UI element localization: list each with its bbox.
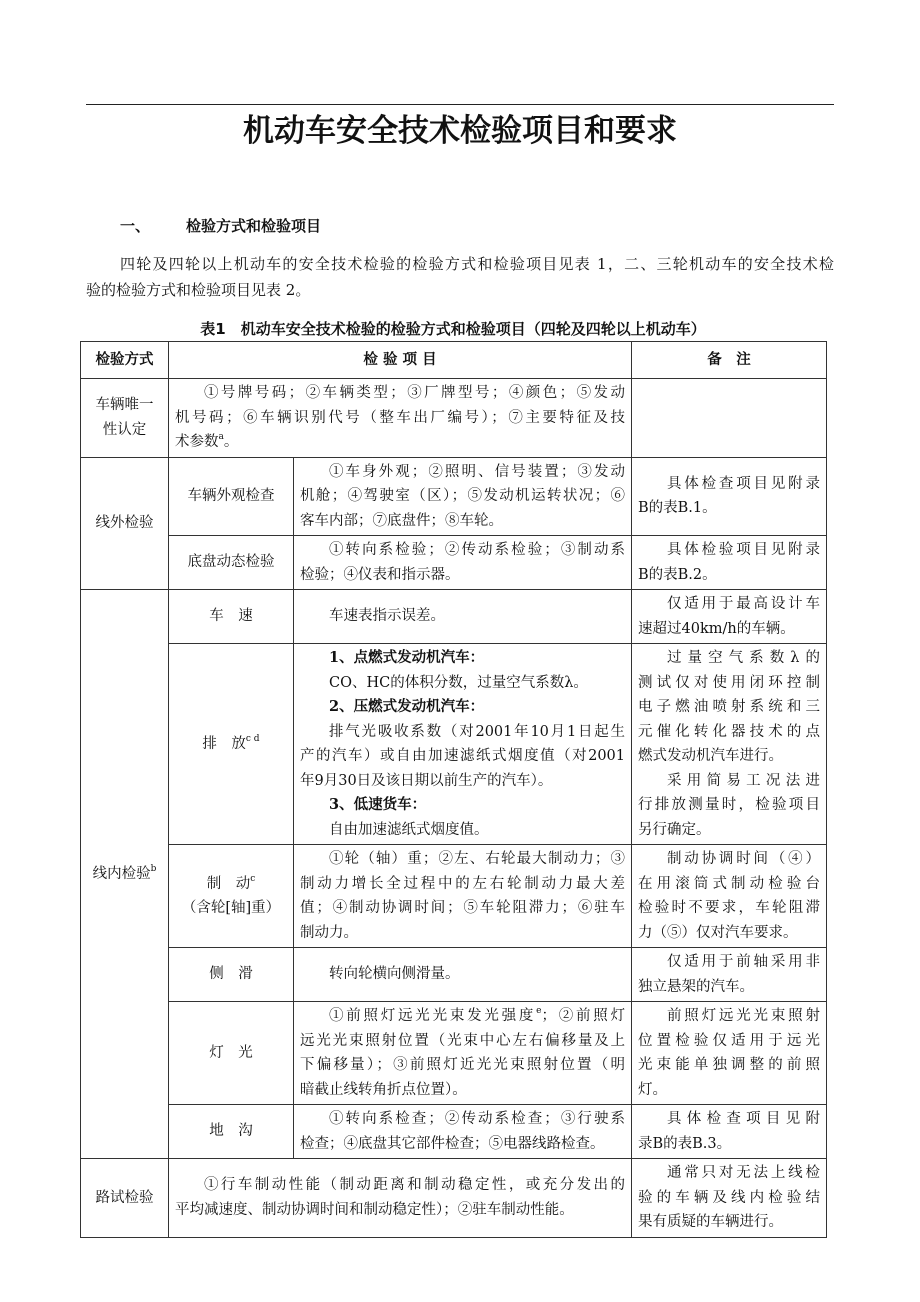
cell-line — [300, 818, 625, 843]
items-cell — [294, 644, 632, 845]
cell-line — [638, 793, 820, 818]
cell-line — [175, 1198, 625, 1223]
cell-line — [175, 604, 287, 629]
cell-line — [638, 563, 820, 588]
cell-line — [175, 1119, 287, 1144]
cell-line — [175, 406, 625, 431]
cell-line — [300, 1053, 625, 1078]
text: 机号码；⑥车辆识别代号（整车出厂编号）；⑦主要特征及技 — [175, 409, 625, 426]
text: ①前照灯远光光束发光强度 — [329, 1008, 537, 1024]
text: ①号牌号码；②车辆类型；③厂牌型号；④颜色；⑤发动 — [204, 385, 625, 401]
cell-line — [638, 538, 820, 563]
inspection-table — [80, 341, 827, 1238]
cell-line — [638, 496, 820, 521]
text: 元催化转化器技术的点 — [638, 723, 820, 740]
cell-line — [175, 550, 287, 575]
cell-line — [300, 847, 625, 872]
cell-line — [175, 962, 287, 987]
cell-line — [300, 563, 625, 588]
text: CO、HC的体积分数，过量空气系数λ。 — [329, 674, 588, 691]
table-header-row — [81, 342, 827, 379]
footnote-marker: a — [218, 432, 224, 442]
cell-line — [638, 847, 820, 872]
text: 采用简易工况法进 — [667, 772, 820, 789]
text: ①转向系检查；②传动系检查；③行驶系 — [329, 1111, 625, 1127]
cell-line — [300, 896, 625, 921]
cell-line — [175, 1173, 625, 1198]
text: 线外检验 — [95, 515, 154, 531]
text: 制动协调时间（④） — [667, 851, 820, 867]
cell-line — [300, 1107, 625, 1132]
cell-line — [638, 818, 820, 843]
cell-line — [175, 872, 287, 897]
cell-line — [638, 1161, 820, 1186]
text: 排 放 — [202, 735, 246, 752]
cell-line — [175, 381, 625, 406]
items-cell — [169, 379, 632, 458]
cell-line — [87, 1186, 162, 1211]
text: 平均减速度、制动协调时间和制动稳定性）；②驻车制动性能。 — [175, 1201, 574, 1218]
table-row — [81, 536, 827, 590]
table-caption: 表1 机动车安全技术检验的检验方式和检验项目（四轮及四轮以上机动车） — [200, 320, 706, 338]
cell-line — [638, 1210, 820, 1235]
table-row — [81, 590, 827, 644]
text: 地 沟 — [209, 1123, 253, 1140]
text: 检查；④底盘其它部件检查；⑤电器线路检查。 — [300, 1135, 605, 1152]
cell-line — [175, 484, 287, 509]
text: ①车身外观；②照明、信号装置；③发动 — [329, 463, 625, 480]
text: 验的车辆及线内检验结 — [638, 1189, 820, 1206]
text: ①转向系检验；②传动系检验；③制动系 — [329, 542, 625, 558]
cell-line — [300, 509, 625, 534]
text: 2、压燃式发动机汽车： — [329, 698, 485, 715]
cell-line — [87, 862, 162, 887]
text: 车辆外观检查 — [187, 488, 275, 504]
items-cell — [294, 1105, 632, 1159]
text: 行排放测量时，检验项目 — [638, 797, 820, 813]
items-cell — [294, 845, 632, 948]
intro-line: 验的检验方式和检验项目见表 2。 — [86, 281, 311, 299]
text: 制动力增长全过程中的左右轮制动力最大差 — [300, 875, 625, 892]
table-row — [81, 1105, 827, 1159]
text: 年9月30日及该日期以前生产的汽车）。 — [300, 772, 553, 789]
cell-line — [638, 1132, 820, 1157]
cell-line — [638, 1186, 820, 1211]
cell-line — [638, 617, 820, 642]
text: （含轮[轴]重） — [181, 900, 281, 916]
text: 3、低速货车： — [329, 796, 427, 813]
cell-line — [638, 921, 820, 946]
text: 底盘动态检验 — [187, 554, 275, 571]
text: 产的汽车）或自由加速滤纸式烟度值（对2001 — [300, 748, 625, 764]
text: 路试检验 — [95, 1189, 154, 1206]
text: 检验时不要求，车轮阻滞 — [638, 900, 820, 916]
sub-item-cell — [169, 644, 294, 845]
items-cell — [169, 1159, 632, 1238]
text: 1、点燃式发动机汽车： — [329, 649, 485, 666]
text: 排气光吸收系数（对2001年10月1日起生 — [329, 723, 625, 740]
notes-cell — [632, 948, 827, 1002]
cell-line — [300, 1004, 625, 1029]
sub-item-cell — [169, 1105, 294, 1159]
text: 燃式发动机汽车进行。 — [638, 748, 783, 764]
text: 在用滚筒式制动检验台 — [638, 875, 820, 892]
cell-line — [638, 744, 820, 769]
notes-cell — [632, 1105, 827, 1159]
cell-line — [300, 1029, 625, 1054]
method-cell — [81, 457, 169, 590]
cell-line — [300, 538, 625, 563]
header-notes: 备 注 — [632, 342, 827, 379]
cell-line — [300, 604, 625, 629]
cell-line — [638, 896, 820, 921]
table-row — [81, 644, 827, 845]
cell-line — [175, 430, 625, 455]
cell-line — [300, 872, 625, 897]
items-cell — [294, 948, 632, 1002]
cell-line — [300, 769, 625, 794]
cell-line — [638, 1004, 820, 1029]
cell-line — [638, 950, 820, 975]
text: 暗截止线转角折点位置）。 — [300, 1081, 467, 1098]
cell-line — [300, 695, 625, 720]
cell-line — [300, 921, 625, 946]
text: 。 — [223, 434, 239, 450]
text: 下偏移量）；③前照灯近光光束照射位置（明 — [300, 1057, 625, 1073]
text: 另行确定。 — [638, 821, 711, 838]
text: 术参数 — [175, 434, 219, 450]
notes-cell — [632, 536, 827, 590]
text: ①行车制动性能（制动距离和制动稳定性，或充分发出的 — [204, 1177, 625, 1194]
text: 光束能单独调整的前照 — [638, 1057, 820, 1073]
text: 位置检验仅适用于远光 — [638, 1032, 820, 1049]
cell-line — [300, 962, 625, 987]
method-cell — [81, 1159, 169, 1238]
cell-line — [638, 975, 820, 1000]
cell-line — [638, 872, 820, 897]
table-row — [81, 845, 827, 948]
notes-cell — [632, 1002, 827, 1105]
cell-line — [638, 1078, 820, 1103]
cell-line — [300, 646, 625, 671]
text: 电子燃油喷射系统和三 — [638, 699, 820, 715]
text: 客车内部；⑦底盘件；⑧车轮。 — [300, 512, 503, 529]
cell-line — [300, 1132, 625, 1157]
text: 自由加速滤纸式烟度值。 — [329, 821, 489, 838]
text: 性认定 — [102, 421, 147, 438]
cell-line — [300, 671, 625, 696]
items-cell — [294, 1002, 632, 1105]
table-row — [81, 1159, 827, 1238]
method-cell — [81, 590, 169, 1159]
text: 值；④制动协调时间；⑤车轮阻滞力；⑥驻车 — [300, 900, 625, 916]
intro-paragraph — [86, 251, 834, 303]
notes-cell — [632, 379, 827, 458]
text: 速超过40km/h的车辆。 — [638, 620, 795, 637]
notes-cell — [632, 644, 827, 845]
text: 车辆唯一 — [95, 397, 154, 414]
table-row — [81, 1002, 827, 1105]
text: 车 速 — [209, 608, 253, 625]
section-number: 一、 — [120, 217, 151, 235]
footnote-marker: b — [150, 863, 157, 874]
text: 具体检查项目见附 — [667, 1111, 820, 1127]
text: B的表B.1。 — [638, 500, 717, 517]
text: 前照灯远光光束照射 — [667, 1008, 820, 1024]
cell-line — [638, 695, 820, 720]
text: 检验；④仪表和指示器。 — [300, 566, 460, 583]
text: 制 动 — [206, 875, 251, 892]
cell-line — [638, 671, 820, 696]
section-heading: 检验方式和检验项目 — [186, 217, 322, 235]
text: 车速表指示误差。 — [329, 608, 445, 625]
sub-item-cell — [169, 948, 294, 1002]
text: 转向轮横向侧滑量。 — [329, 966, 460, 983]
text: 制动力。 — [300, 924, 358, 941]
text: 灯 光 — [209, 1044, 253, 1061]
sub-item-cell — [169, 845, 294, 948]
cell-line — [638, 720, 820, 745]
text: 灯。 — [638, 1081, 667, 1098]
cell-line — [175, 896, 287, 921]
cell-line — [175, 1041, 287, 1066]
cell-line — [638, 1053, 820, 1078]
footnote-marker: e — [536, 1006, 542, 1016]
cell-line — [300, 744, 625, 769]
cell-line — [87, 511, 162, 536]
header-rule — [86, 104, 834, 105]
header-items: 检 验 项 目 — [169, 342, 632, 379]
text: 线内检验 — [92, 865, 151, 882]
cell-line — [300, 720, 625, 745]
text: 具体检查项目见附录 — [667, 475, 820, 492]
cell-line — [300, 1078, 625, 1103]
footnote-marker: c d — [245, 733, 260, 744]
footnote-marker: c — [250, 873, 256, 884]
text: B的表B.2。 — [638, 566, 717, 583]
table-row — [81, 379, 827, 458]
intro-line: 四轮及四轮以上机动车的安全技术检验的检验方式和检验项目见表 1，二、三轮机动车的安全技术检 — [120, 255, 834, 273]
sub-item-cell — [169, 536, 294, 590]
text: 通常只对无法上线检 — [667, 1165, 820, 1181]
table-row — [81, 948, 827, 1002]
text: ；②前照灯 — [541, 1008, 625, 1024]
items-cell — [294, 536, 632, 590]
text: 具体检验项目见附录 — [667, 542, 820, 558]
cell-line — [300, 484, 625, 509]
notes-cell — [632, 845, 827, 948]
cell-line — [175, 732, 287, 757]
cell-line — [300, 793, 625, 818]
notes-cell — [632, 590, 827, 644]
notes-cell — [632, 457, 827, 536]
cell-line — [638, 592, 820, 617]
text: 果有质疑的车辆进行。 — [638, 1214, 783, 1230]
cell-line — [300, 460, 625, 485]
sub-item-cell — [169, 1002, 294, 1105]
items-cell — [294, 457, 632, 536]
text: 过量空气系数λ的 — [667, 650, 820, 666]
header-method: 检验方式 — [81, 342, 169, 379]
text: 机舱；④驾驶室（区）；⑤发动机运转状况；⑥ — [300, 488, 625, 504]
cell-line — [638, 769, 820, 794]
text: 远光光束照射位置（光束中心左右偏移量及上 — [300, 1032, 625, 1049]
cell-line — [638, 1107, 820, 1132]
text: 独立悬架的汽车。 — [638, 978, 754, 995]
text: 力（⑤）仅对汽车要求。 — [638, 924, 798, 941]
text: 测试仅对使用闭环控制 — [638, 674, 820, 691]
text: ①轮（轴）重；②左、右轮最大制动力；③ — [329, 851, 625, 867]
cell-line — [87, 393, 162, 418]
notes-cell — [632, 1159, 827, 1238]
cell-line — [638, 472, 820, 497]
text: 仅适用于前轴采用非 — [667, 954, 820, 970]
items-cell — [294, 590, 632, 644]
text: 录B的表B.3。 — [638, 1135, 732, 1152]
cell-line — [87, 418, 162, 443]
method-cell — [81, 379, 169, 458]
text: 侧 滑 — [209, 966, 253, 983]
document-title: 机动车安全技术检验项目和要求 — [243, 113, 677, 149]
sub-item-cell — [169, 590, 294, 644]
sub-item-cell — [169, 457, 294, 536]
cell-line — [638, 646, 820, 671]
table-row — [81, 457, 827, 536]
cell-line — [638, 1029, 820, 1054]
text: 仅适用于最高设计车 — [667, 596, 820, 612]
